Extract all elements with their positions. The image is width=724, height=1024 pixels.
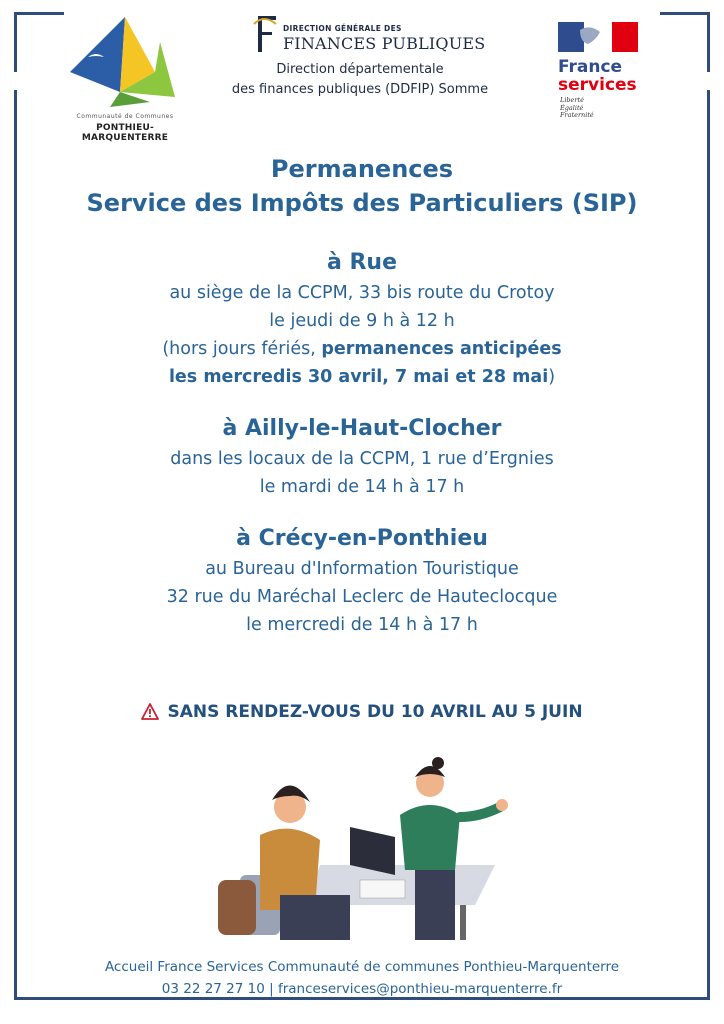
location-name: à Crécy-en-Ponthieu xyxy=(236,526,488,551)
france-services-line2: services xyxy=(558,75,637,95)
location-address2: 32 rue du Maréchal Leclerc de Hauteclocque xyxy=(166,587,558,607)
frame-left-top xyxy=(14,12,17,72)
location-address: dans les locaux de la CCPM, 1 rue d’Ergnies xyxy=(170,449,554,469)
alert-text: SANS RENDEZ-VOUS DU 10 AVRIL AU 5 JUIN xyxy=(167,702,583,722)
location-name: à Ailly-le-Haut-Clocher xyxy=(222,416,502,441)
frame-right-top xyxy=(707,12,710,72)
counter-illustration xyxy=(210,755,530,945)
dgfip-line1: DIRECTION GÉNÉRALE DES xyxy=(283,24,402,33)
no-appointment-alert xyxy=(0,702,724,722)
france-services-line1: France xyxy=(558,57,623,77)
title-line1: Permanences xyxy=(270,155,454,183)
marianne-flag-icon xyxy=(558,22,638,52)
frame-top-right xyxy=(660,12,710,15)
location-crecy xyxy=(0,523,724,639)
warning-icon xyxy=(141,703,159,720)
location-schedule: le mardi de 14 h à 17 h xyxy=(259,477,465,497)
france-motto: Liberté Égalité Fraternité xyxy=(560,96,594,119)
frame-top-left xyxy=(14,12,64,15)
dgfip-line2: FINANCES PUBLIQUES xyxy=(283,34,486,53)
ddfip-text xyxy=(200,60,520,100)
location-note-dates: les mercredis 30 avril, 7 mai et 28 mai) xyxy=(168,367,556,387)
ddfip-line2: des finances publiques (DDFIP) Somme xyxy=(231,82,489,97)
location-schedule: le jeudi de 9 h à 12 h xyxy=(269,311,455,331)
page-title xyxy=(0,152,724,220)
footer-line1: Accueil France Services Communauté de communes Ponthieu-Marquenterre xyxy=(104,959,620,975)
ddfip-line1: Direction départementale xyxy=(276,62,444,77)
footer xyxy=(0,956,724,1000)
location-schedule: le mercredi de 14 h à 17 h xyxy=(246,615,478,635)
ccpm-subtitle: Communauté de Communes xyxy=(76,113,174,120)
location-ailly xyxy=(0,413,724,501)
ccpm-name: PONTHIEU-MARQUENTERRE xyxy=(81,123,169,143)
location-note: (hors jours fériés, permanences anticipées xyxy=(162,339,562,359)
title-line2: Service des Impôts des Particuliers (SIP) xyxy=(86,189,638,217)
footer-contact: 03 22 27 27 10 | franceservices@ponthieu-marquenterre.fr xyxy=(161,981,563,997)
location-address: au siège de la CCPM, 33 bis route du Crotoy xyxy=(169,283,555,303)
location-rue xyxy=(0,247,724,391)
location-address: au Bureau d'Information Touristique xyxy=(205,559,519,579)
location-name: à Rue xyxy=(326,250,398,275)
dgfip-emblem xyxy=(250,14,280,54)
